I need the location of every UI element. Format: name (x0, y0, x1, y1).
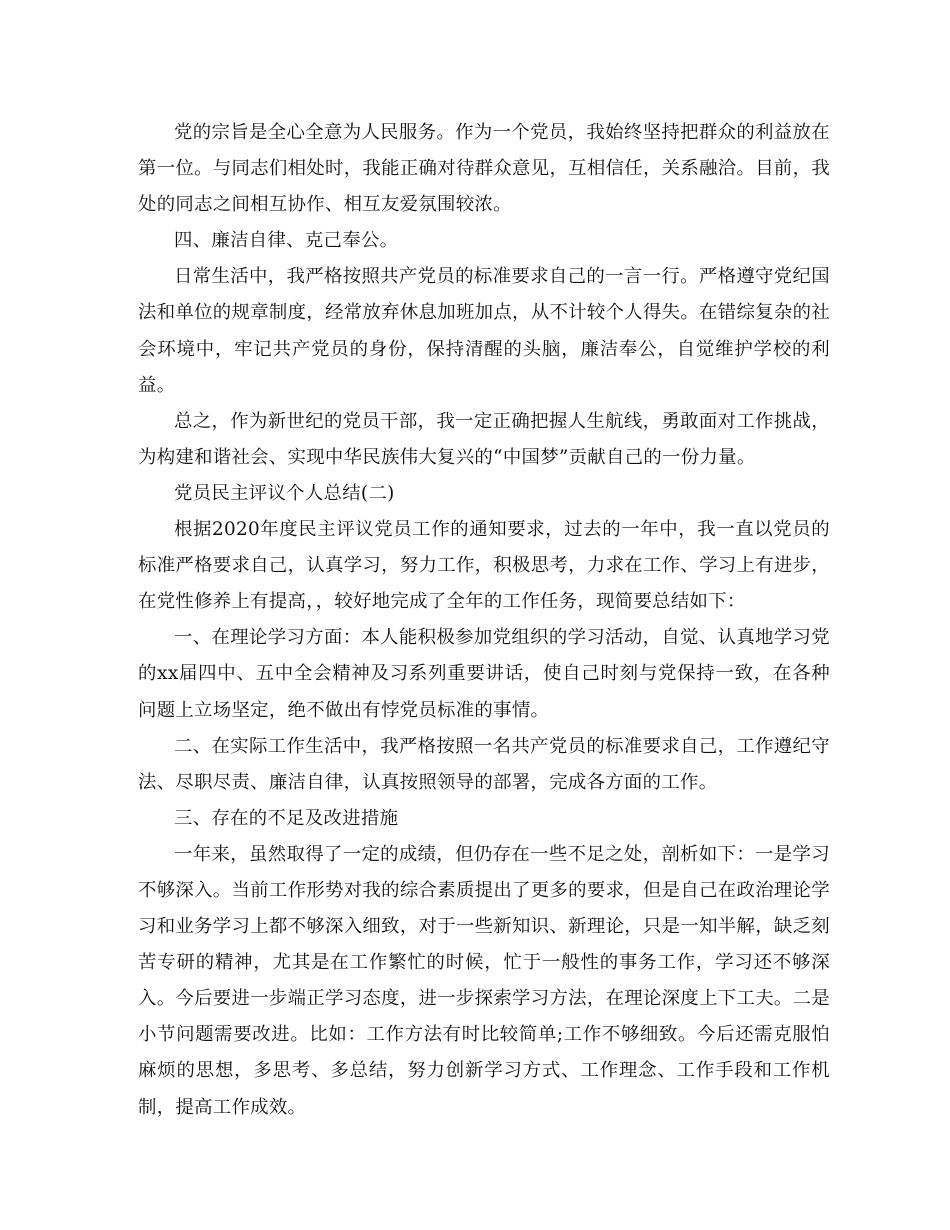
paragraph-theory-study: 一、在理论学习方面：本人能积极参加党组织的学习活动，自觉、认真地学习党的xx届四中、五中全会精神及习系列重要讲话，使自己时刻与党保持一致，在各种问题上立场坚定，绝不做出有悖党员标准的事情。 (138, 627, 830, 721)
paragraph-shortcomings-analysis: 一年来，虽然取得了一定的成绩，但仍存在一些不足之处，剖析如下：一是学习不够深入。当前工作形势对我的综合素质提出了更多的要求，但是自己在政治理论学习和业务学习上都不够深入细致，对于一些新知识、新理论，只是一知半解，缺乏刻苦专研的精神，尤其是在工作繁忙的时候，忙于一般性的事务工作，学习还不够深入。今后要进一步端正学习态度，进一步探索学习方法，在理论深度上下工夫。二是小节问题需要改进。比如：工作方法有时比较简单;工作不够细致。今后还需克服怕麻烦的思想，多思考、多总结，努力创新学习方式、工作理念、工作手段和工作机制，提高工作成效。 (138, 843, 830, 1118)
paragraph-intro-2020: 根据2020年度民主评议党员工作的通知要求，过去的一年中，我一直以党员的标准严格要求自己，认真学习，努力工作，积极思考，力求在工作、学习上有进步，在党性修养上有提高，，较好地完成了全年的工作任务，现简要总结如下： (138, 519, 830, 613)
paragraph-conclusion: 总之，作为新世纪的党员干部，我一定正确把握人生航线，勇敢面对工作挑战，为构建和谐社会、实现中华民族伟大复兴的“中国梦”贡献自己的一份力量。 (138, 410, 830, 468)
document-subtitle: 党员民主评议个人总结(二) (174, 482, 395, 504)
paragraph-daily-conduct: 日常生活中，我严格按照共产党员的标准要求自己的一言一行。严格遵守党纪国法和单位的规章制度，经常放弃休息加班加点，从不计较个人得失。在错综复杂的社会环境中，牢记共产党员的身份，保持清醒的头脑，廉洁奉公，自觉维护学校的利益。 (138, 266, 830, 396)
section-heading-integrity: 四、廉洁自律、克己奉公。 (174, 230, 399, 252)
section-heading-shortcomings: 三、存在的不足及改进措施 (174, 807, 399, 829)
paragraph-work-life: 二、在实际工作生活中，我严格按照一名共产党员的标准要求自己，工作遵纪守法、尽职尽责、廉洁自律，认真按照领导的部署，完成各方面的工作。 (138, 735, 830, 793)
paragraph-service-purpose: 党的宗旨是全心全意为人民服务。作为一个党员，我始终坚持把群众的利益放在第一位。与同志们相处时，我能正确对待群众意见，互相信任，关系融洽。目前，我处的同志之间相互协作、相互友爱氛围较浓。 (138, 122, 830, 216)
document-body (138, 115, 830, 1126)
